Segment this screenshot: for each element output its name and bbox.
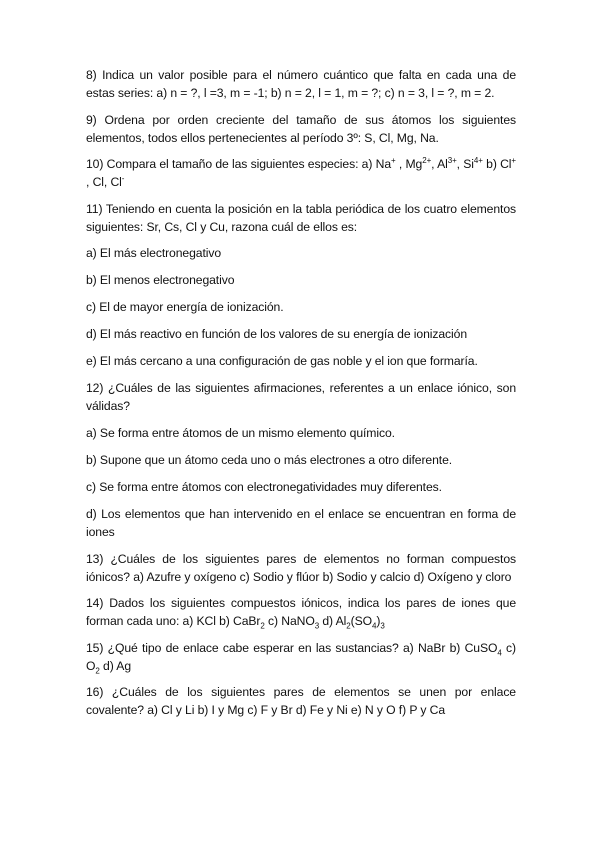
subscript: 4 xyxy=(497,647,502,657)
answer-option xyxy=(86,244,516,262)
exercise-list xyxy=(86,66,516,728)
text-run: 14) Dados los siguientes compuestos iónicos, indica los pares de iones que forman cada uno: a) KCl b) CaBr xyxy=(86,596,516,628)
exercise-question xyxy=(86,550,516,586)
text-run: c) NaNO xyxy=(264,614,315,628)
answer-option xyxy=(86,478,516,496)
text-run: 16) ¿Cuáles de los siguientes pares de elementos se unen por enlace covalente? a) Cl y Li b) I y Mg c) F y Br d) Fe y Ni e) N y O f) P y Ca xyxy=(86,685,516,717)
text-run: 11) Teniendo en cuenta la posición en la tabla periódica de los cuatro elementos siguientes: Sr, Cs, Cl y Cu, razona cuál de ellos es: xyxy=(86,201,516,234)
text-run: d) El más reactivo en función de los valores de su energía de ionización xyxy=(86,327,467,341)
text-run: b) El menos electronegativo xyxy=(86,273,235,287)
exercise-question xyxy=(86,155,516,191)
text-run: c) El de mayor energía de ionización. xyxy=(86,300,284,314)
subscript: 3 xyxy=(314,621,320,631)
subscript: 3 xyxy=(380,621,385,631)
text-run: , Al xyxy=(431,157,448,171)
answer-option xyxy=(86,505,516,541)
text-run: 9) Ordena por orden creciente del tamaño de sus átomos los siguientes elementos, todos ellos pertenecientes al período 3º: S, Cl, Mg, Na. xyxy=(86,112,516,145)
answer-option xyxy=(86,298,516,316)
text-run: 15) ¿Qué tipo de enlace cabe esperar en las sustancias? a) NaBr b) CuSO xyxy=(86,640,498,655)
subscript: 2 xyxy=(95,665,100,675)
text-run: d) Los elementos que han intervenido en el enlace se encuentran en forma de iones xyxy=(86,506,516,539)
answer-option xyxy=(86,352,516,370)
text-run: b) Supone que un átomo ceda uno o más electrones a otro diferente. xyxy=(86,452,453,467)
text-run: b) Cl xyxy=(482,157,512,171)
superscript: - xyxy=(121,173,125,183)
answer-option xyxy=(86,451,516,469)
answer-option xyxy=(86,424,516,442)
exercise-question xyxy=(86,200,516,236)
superscript: + xyxy=(511,155,516,165)
exercise-question xyxy=(86,639,516,675)
superscript: 4+ xyxy=(473,155,483,165)
exercise-question xyxy=(86,683,516,719)
text-run: d) Ag xyxy=(99,658,131,673)
text-run: c) O xyxy=(86,640,516,673)
exercise-question xyxy=(86,111,516,147)
text-run: a) El más electronegativo xyxy=(86,246,222,260)
text-run: 13) ¿Cuáles de los siguientes pares de elementos no forman compuestos iónicos? a) Azufre y oxígeno c) Sodio y flúor b) Sodio y calcio d) Oxígeno y cloro xyxy=(86,551,516,584)
text-run: c) Se forma entre átomos con electronegatividades muy diferentes. xyxy=(86,479,442,494)
text-run: 10) Compara el tamaño de las siguientes especies: a) Na xyxy=(86,157,392,171)
answer-option xyxy=(86,271,516,289)
exercise-question xyxy=(86,594,516,630)
answer-option xyxy=(86,325,516,343)
text-run: d) Al xyxy=(319,614,347,628)
text-run: (SO xyxy=(350,614,373,628)
subscript: 2 xyxy=(260,621,265,631)
text-run: e) El más cercano a una configuración de gas noble y el ion que formaría. xyxy=(86,354,478,368)
superscript: 3+ xyxy=(447,155,457,165)
text-run: a) Se forma entre átomos de un mismo elemento químico. xyxy=(86,425,395,440)
subscript: 2 xyxy=(346,621,351,631)
text-run: 12) ¿Cuáles de las siguientes afirmaciones, referentes a un enlace iónico, son válidas? xyxy=(86,381,516,413)
text-run: ) xyxy=(376,614,381,628)
text-run: , Si xyxy=(456,157,474,171)
text-run: , Mg xyxy=(395,157,423,171)
text-run: , Cl, Cl xyxy=(86,175,122,189)
subscript: 4 xyxy=(372,621,377,631)
superscript: 2+ xyxy=(422,155,432,165)
text-run: 8) Indica un valor posible para el número cuántico que falta en cada una de estas series: a) n = ?, l =3, m = -1; b) n = 2, l = 1, m = ?; c) n = 3, l = ?, m = 2. xyxy=(86,68,516,100)
superscript: + xyxy=(391,155,396,165)
exercise-question xyxy=(86,66,516,102)
exercise-question xyxy=(86,379,516,415)
